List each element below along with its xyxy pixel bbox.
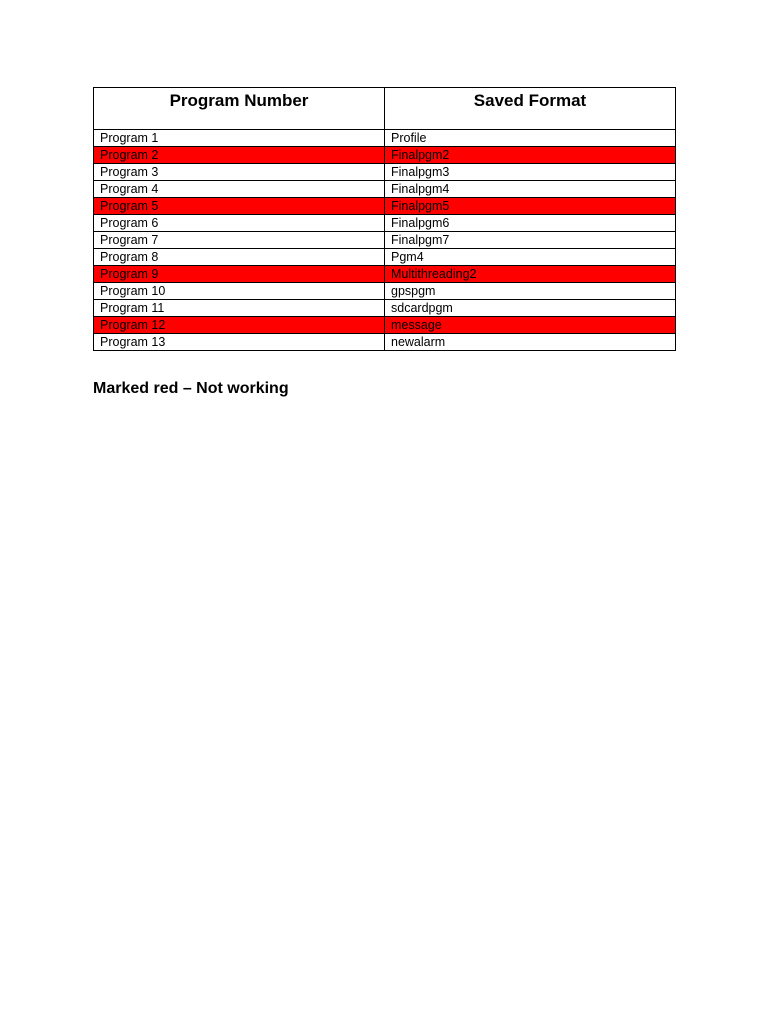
program-number-cell: Program 12 bbox=[94, 317, 385, 334]
program-number-cell: Program 10 bbox=[94, 283, 385, 300]
program-number-cell: Program 3 bbox=[94, 164, 385, 181]
column-header-program-number: Program Number bbox=[94, 88, 385, 130]
column-header-saved-format: Saved Format bbox=[385, 88, 676, 130]
program-number-cell: Program 9 bbox=[94, 266, 385, 283]
program-number-cell: Program 7 bbox=[94, 232, 385, 249]
saved-format-cell: newalarm bbox=[385, 334, 676, 351]
saved-format-cell: Finalpgm3 bbox=[385, 164, 676, 181]
program-number-cell: Program 4 bbox=[94, 181, 385, 198]
table-row bbox=[94, 198, 676, 215]
saved-format-cell: gpspgm bbox=[385, 283, 676, 300]
table-row bbox=[94, 266, 676, 283]
saved-format-cell: Profile bbox=[385, 130, 676, 147]
table-row bbox=[94, 232, 676, 249]
program-number-cell: Program 1 bbox=[94, 130, 385, 147]
table-row bbox=[94, 317, 676, 334]
table-row bbox=[94, 147, 676, 164]
saved-format-cell: Finalpgm5 bbox=[385, 198, 676, 215]
program-number-cell: Program 5 bbox=[94, 198, 385, 215]
saved-format-cell: Finalpgm4 bbox=[385, 181, 676, 198]
saved-format-cell: Multithreading2 bbox=[385, 266, 676, 283]
program-number-cell: Program 11 bbox=[94, 300, 385, 317]
program-number-cell: Program 2 bbox=[94, 147, 385, 164]
table-row bbox=[94, 164, 676, 181]
table-header-row bbox=[94, 88, 676, 130]
saved-format-cell: Finalpgm2 bbox=[385, 147, 676, 164]
table-row bbox=[94, 334, 676, 351]
program-table-body bbox=[94, 130, 676, 351]
saved-format-cell: sdcardpgm bbox=[385, 300, 676, 317]
program-number-cell: Program 8 bbox=[94, 249, 385, 266]
program-table bbox=[93, 87, 676, 351]
saved-format-cell: Finalpgm6 bbox=[385, 215, 676, 232]
saved-format-cell: Finalpgm7 bbox=[385, 232, 676, 249]
table-row bbox=[94, 249, 676, 266]
saved-format-cell: Pgm4 bbox=[385, 249, 676, 266]
table-row bbox=[94, 215, 676, 232]
program-number-cell: Program 6 bbox=[94, 215, 385, 232]
legend-note: Marked red – Not working bbox=[93, 380, 289, 397]
table-row bbox=[94, 283, 676, 300]
table-row bbox=[94, 130, 676, 147]
program-number-cell: Program 13 bbox=[94, 334, 385, 351]
saved-format-cell: message bbox=[385, 317, 676, 334]
table-row bbox=[94, 300, 676, 317]
table-row bbox=[94, 181, 676, 198]
